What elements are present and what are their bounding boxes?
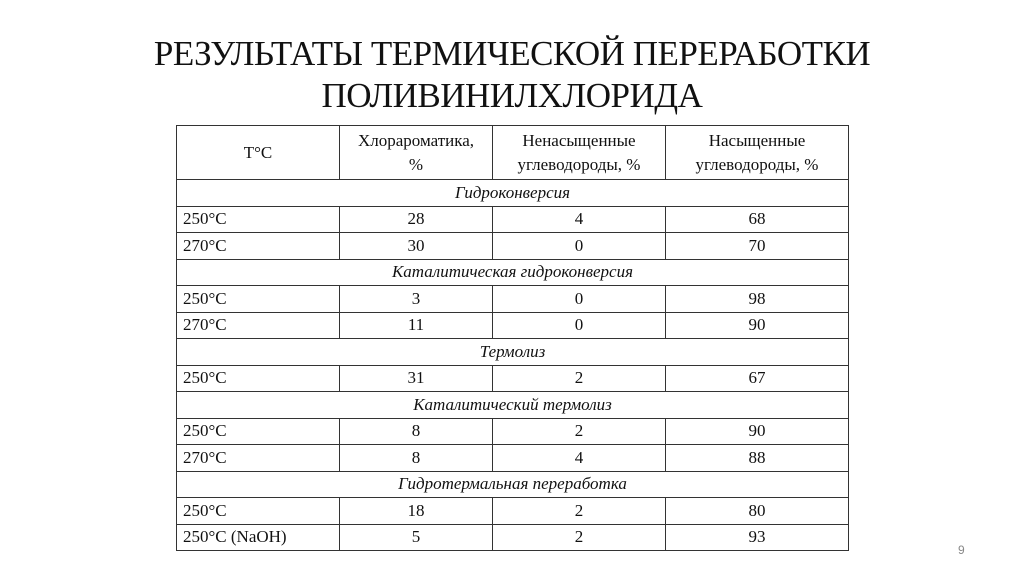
group-label: Каталитическая гидроконверсия <box>177 259 849 286</box>
results-table <box>176 125 849 551</box>
table-row <box>177 312 849 339</box>
group-label: Термолиз <box>177 339 849 366</box>
cell-saturated: 68 <box>666 206 849 233</box>
page-number: 9 <box>958 543 965 557</box>
cell-temperature: 250°C <box>177 418 340 445</box>
table-row <box>177 286 849 313</box>
cell-chloroaromatics: 11 <box>340 312 493 339</box>
cell-unsaturated: 2 <box>493 365 666 392</box>
cell-chloroaromatics: 18 <box>340 498 493 525</box>
table-row <box>177 418 849 445</box>
table-row <box>177 445 849 472</box>
cell-temperature: 250°C <box>177 365 340 392</box>
cell-temperature: 270°C <box>177 312 340 339</box>
cell-saturated: 67 <box>666 365 849 392</box>
table-row <box>177 233 849 260</box>
header-text: углеводороды, % <box>517 154 641 174</box>
cell-chloroaromatics: 30 <box>340 233 493 260</box>
title-line-2: ПОЛИВИНИЛХЛОРИДА <box>321 76 703 115</box>
group-label: Каталитический термолиз <box>177 392 849 419</box>
group-label: Гидротермальная переработка <box>177 471 849 498</box>
cell-saturated: 90 <box>666 312 849 339</box>
cell-chloroaromatics: 3 <box>340 286 493 313</box>
header-text: углеводороды, % <box>695 154 819 174</box>
cell-saturated: 80 <box>666 498 849 525</box>
table-row <box>177 498 849 525</box>
table-header-row <box>177 126 849 180</box>
cell-saturated: 98 <box>666 286 849 313</box>
header-text: Насыщенные <box>708 130 806 150</box>
group-row <box>177 339 849 366</box>
table-row <box>177 524 849 551</box>
cell-saturated: 90 <box>666 418 849 445</box>
table-row <box>177 206 849 233</box>
cell-chloroaromatics: 28 <box>340 206 493 233</box>
header-text: T°C <box>243 142 273 162</box>
cell-temperature: 250°C <box>177 206 340 233</box>
cell-temperature: 250°C <box>177 286 340 313</box>
cell-unsaturated: 0 <box>493 312 666 339</box>
cell-unsaturated: 2 <box>493 524 666 551</box>
header-text: Хлорароматика, <box>357 130 475 150</box>
cell-saturated: 93 <box>666 524 849 551</box>
cell-unsaturated: 2 <box>493 498 666 525</box>
header-text: % <box>408 154 424 174</box>
cell-chloroaromatics: 5 <box>340 524 493 551</box>
cell-unsaturated: 4 <box>493 206 666 233</box>
header-saturated <box>666 126 849 180</box>
group-row <box>177 259 849 286</box>
cell-temperature: 250°C (NaOH) <box>177 524 340 551</box>
title-line-1: РЕЗУЛЬТАТЫ ТЕРМИЧЕСКОЙ ПЕРЕРАБОТКИ <box>153 34 871 73</box>
cell-saturated: 88 <box>666 445 849 472</box>
group-row <box>177 392 849 419</box>
cell-chloroaromatics: 8 <box>340 445 493 472</box>
cell-unsaturated: 0 <box>493 233 666 260</box>
cell-chloroaromatics: 8 <box>340 418 493 445</box>
header-text: Ненасыщенные <box>522 130 636 150</box>
cell-temperature: 270°C <box>177 445 340 472</box>
cell-chloroaromatics: 31 <box>340 365 493 392</box>
header-temperature <box>177 126 340 180</box>
header-unsaturated <box>493 126 666 180</box>
group-label: Гидроконверсия <box>177 180 849 207</box>
cell-unsaturated: 2 <box>493 418 666 445</box>
cell-unsaturated: 0 <box>493 286 666 313</box>
cell-unsaturated: 4 <box>493 445 666 472</box>
cell-temperature: 270°C <box>177 233 340 260</box>
header-chloroaromatics <box>340 126 493 180</box>
cell-temperature: 250°C <box>177 498 340 525</box>
cell-saturated: 70 <box>666 233 849 260</box>
slide-title <box>0 33 1024 117</box>
group-row <box>177 471 849 498</box>
table-row <box>177 365 849 392</box>
group-row <box>177 180 849 207</box>
